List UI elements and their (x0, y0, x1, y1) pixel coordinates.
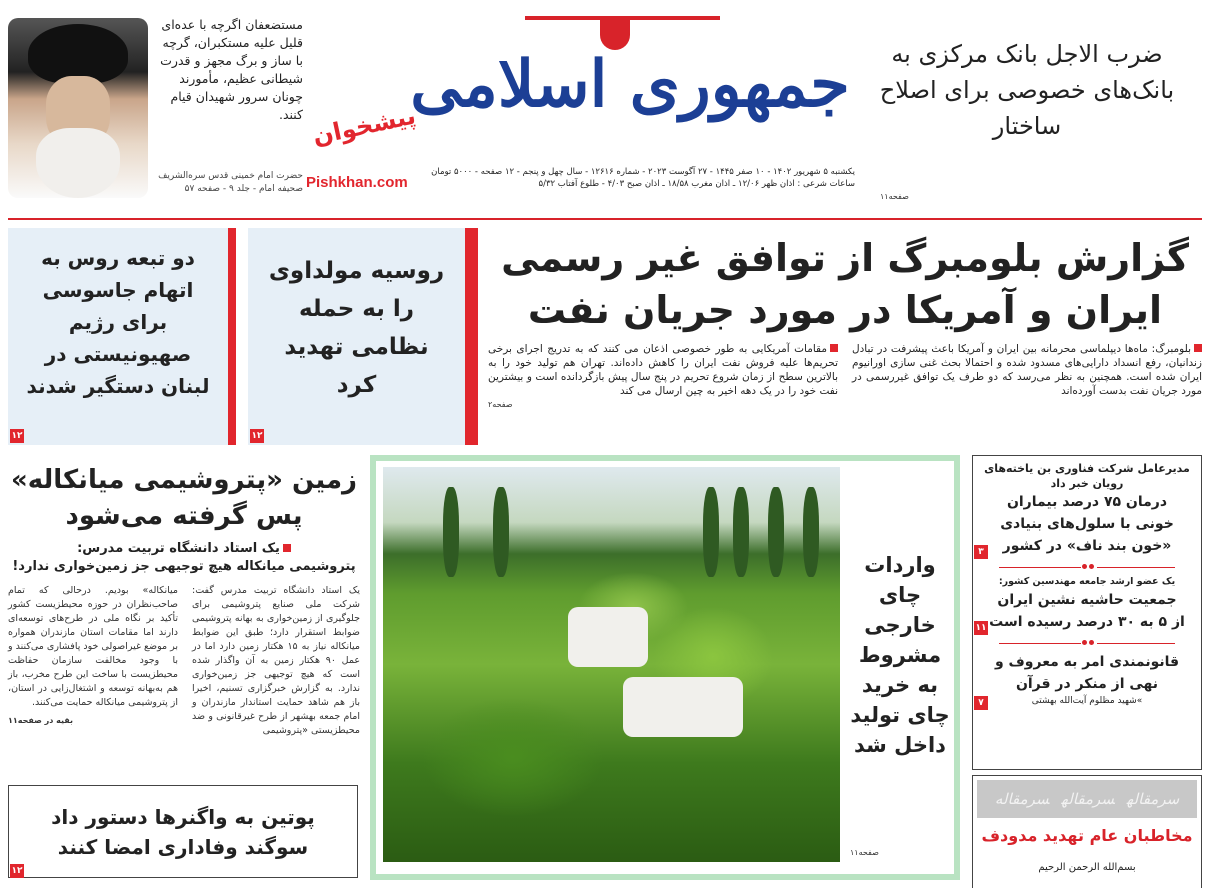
editorial-opening: بسم‌الله الرحمن الرحیم (1038, 862, 1136, 873)
sidebar-item[interactable] (975, 575, 1195, 635)
watermark-fa: پیشخوان (310, 101, 419, 151)
lead-headline[interactable]: گزارش بلومبرگ از توافق غیر رسمی ایران و آمریکا در مورد جریان نفت (501, 236, 1189, 332)
sidebar-kicker: یک عضو ارشد جامعه مهندسین کشور: (998, 576, 1176, 587)
red-bar (228, 228, 236, 445)
lead-page: صفحه۲ (488, 400, 513, 409)
sidebar-headline: جمعیت حاشیه نشین ایران از ۵ به ۳۰ درصد رسیده است (989, 592, 1185, 630)
russia-lebanon-headline: دو تبعه روس به اتهام جاسوسی برای رژیم صهیونیستی در لبنان دستگیر شدند (26, 246, 210, 398)
petrochem-col-right: یک استاد دانشگاه تربیت مدرس گفت: شرکت ملی صنایع پتروشیمی برای جلوگیری از زمین‌خواری به بهانه پتروشیمی ضوابط استقرار دارد؛ طبق این ضوابط میانکاله نیاز به ۱۵ هکتار زمین دارد اما در عمل ۹۰ هکتار زمین به آن واگذار شده است که هیچ توجیهی جز زمین‌خواری ندارد. به گزارش خبرگزاری تسنیم، اخیرا باز هم شاهد حمایت استاندار مازندران و امام جمعه بهشهر از طرح غیرقانونی و ضد محیطزیستی «پتروشیمی (192, 585, 360, 736)
putin-headline: پوتین به واگنرها دستور داد سوگند وفاداری امضا کنند (51, 804, 315, 859)
russia-lebanon-box[interactable] (8, 228, 228, 445)
sidebar-item[interactable] (979, 651, 1195, 710)
header-rule (8, 218, 1202, 220)
continued-note: بقیه در صفحه۱۱ (8, 716, 74, 725)
russia-moldova-box[interactable] (248, 228, 465, 445)
petrochem-col-left: میانکاله» بودیم. درحالی که تمام صاحب‌نظران در حوزه محیطزیست کشور تأکید بر نگاه ملی در طرح‌های توسعه‌ای دارند اما مقامات استان مازندران همواره بر موضع غیراصولی خود پافشاری می‌کنند و با وجود مخالفت سازمان حفاظت محیطزیست با ساخت این طرح مخرب، باز هم به‌بهانه توسعه و اشتغال‌زایی در استان، از پتروشیمی میانکاله حمایت می‌کنند. (8, 585, 178, 708)
lead-col2: مقامات آمریکایی به طور خصوصی اذعان می کنند که به تدریج اجرای برخی تحریم‌ها علیه فروش نفت ایران را کاهش داده‌اند. تهران هم تولید خود را به بالاترین سطح از زمان شروع تحریم در پنج سال پیش بازگردانده است و بیشترین نفت خود را در یک دهه اخیر به چین ارسال می کند (488, 343, 838, 397)
tea-page: صفحه۱۱ (850, 848, 879, 857)
top-story-page: صفحه۱۱ (880, 192, 909, 201)
sidebar-byline: »شهید مظلوم آیت‌الله بهشتی (1031, 696, 1143, 706)
bullet-icon (1194, 344, 1202, 352)
newspaper-logo: جمهوری اسلامی (410, 47, 850, 122)
top-story-headline[interactable]: ضرب الاجل بانک مرکزی به بانک‌های خصوصی برای اصلاح ساختار (879, 40, 1175, 140)
petrochem-headline[interactable]: زمین «پتروشیمی میانکاله» پس گرفته می‌شود (10, 465, 358, 531)
sidebar-box (972, 455, 1202, 770)
editorial-banner: سرمقالهسرمقالهسرمقاله (977, 780, 1197, 818)
tea-harvest-photo (383, 467, 840, 862)
editorial-box[interactable] (972, 775, 1202, 888)
page-badge: ۳ (974, 545, 988, 559)
quote-source (158, 170, 303, 196)
dateline (420, 166, 855, 190)
bullet-icon (283, 544, 291, 552)
petrochem-subhead: یک استاد دانشگاه تربیت مدرس: پتروشیمی میانکاله هیچ توجیهی جز زمین‌خواری ندارد! (12, 541, 356, 574)
quote-reference: صحیفه امام - جلد ۹ - صفحه ۵۷ (184, 184, 303, 194)
sidebar-headline: درمان ۷۵ درصد بیماران خونی با سلول‌های بنیادی «خون بند ناف» در کشور (1000, 494, 1174, 554)
tea-headline[interactable]: واردات چای خارجی مشروط به خرید چای تولید داخل شد (850, 553, 950, 757)
page-badge: ۱۲ (251, 431, 263, 441)
lead-story (488, 232, 1202, 409)
page-badge: ۱۲ (11, 866, 23, 876)
divider (979, 637, 1195, 649)
prayer-times: ساعات شرعی : اذان ظهر ۱۲/۰۶ ـ اذان مغرب ۱۸/۵۸ ـ اذان صبح ۴/۰۳ - طلوع آفتاب ۵/۳۲ (538, 179, 855, 189)
quote-source-name: حضرت امام خمینی قدس سره‌الشریف (158, 171, 303, 181)
russia-moldova-headline: روسیه مولداوی را به حمله نظامی تهدید کرد (268, 258, 445, 398)
lead-col1: بلومبرگ: ماه‌ها دیپلماسی محرمانه بین ایران و آمریکا باعث پیشرفت در تبادل زندانیان، رفع انسداد دارایی‌های مسدود شده و احتمالا بحث غنی سازی اورانیوم ایران شده است. همچنین به نظر می‌رسد که دو طرف یک توافق غیررسمی در مورد جریان نفت بدست آورده‌اند (852, 343, 1202, 397)
page-badge: ۱۱ (975, 623, 987, 633)
red-bar (465, 228, 478, 445)
watermark-en: Pishkhan.com (306, 174, 408, 191)
tea-story (845, 470, 955, 840)
divider (979, 561, 1195, 573)
date-text: یکشنبه ۵ شهریور ۱۴۰۲ - ۱۰ صفر ۱۴۴۵ - ۲۷ آگوست ۲۰۲۳ - شماره ۱۲۶۱۶ - سال چهل و پنجم - ۱۲ صفحه - ۵۰۰۰ تومان (431, 167, 855, 177)
sidebar-headline: قانونمندی امر به معروف و نهی از منکر در قرآن (994, 654, 1180, 692)
sidebar-item[interactable] (979, 461, 1195, 559)
sidebar-kicker: مدیرعامل شرکت فناوری بن یاخته‌های رویان خبر داد (984, 462, 1190, 490)
bullet-icon (830, 344, 838, 352)
putin-box[interactable] (8, 785, 358, 878)
editorial-title: مخاطبان عام تهدید مدودف (981, 826, 1193, 845)
page-badge: ۷ (974, 696, 988, 710)
petrochem-story (8, 462, 360, 778)
quote-text: مستضعفان اگرچه با عده‌ای قلیل علیه مستکبران، گرچه با ساز و برگ مجهز و قدرت شیطانی عظیم، مأمورند چونان سرور شهیدان قیام کنند. (160, 17, 303, 122)
portrait-photo (8, 18, 148, 198)
page-badge: ۱۲ (11, 431, 23, 441)
